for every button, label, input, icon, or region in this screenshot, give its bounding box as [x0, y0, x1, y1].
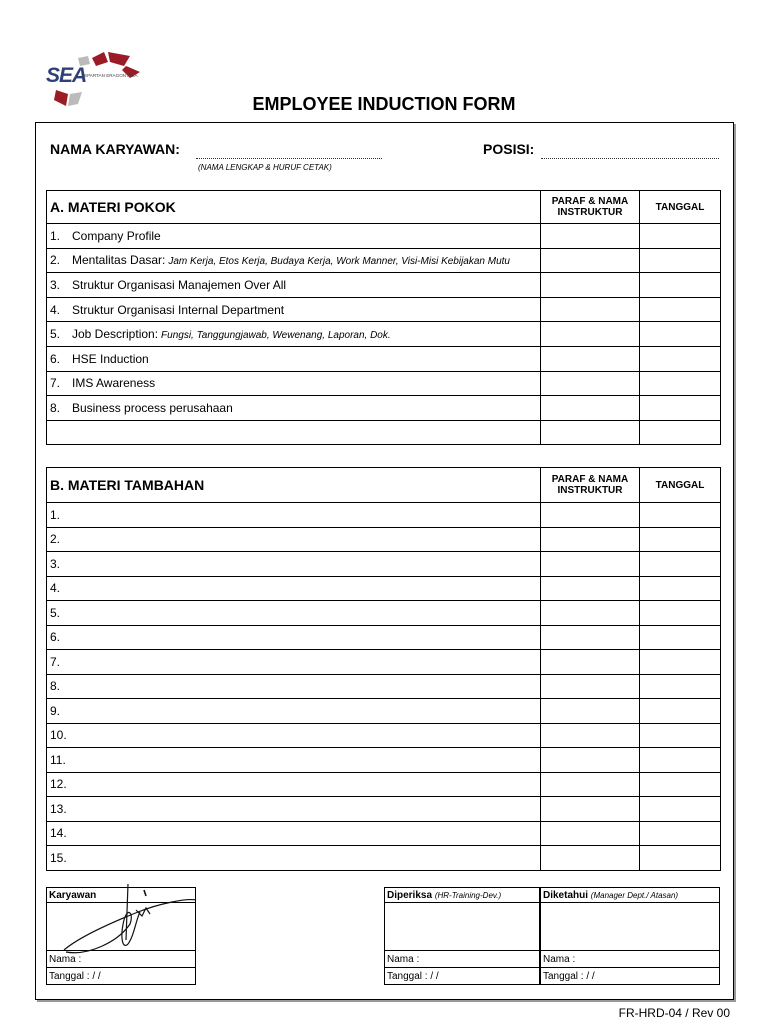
approved-by-title: Diketahui: [543, 889, 589, 901]
table-row: [47, 503, 721, 528]
table-row: [47, 723, 721, 748]
date-column-header: TANGGAL: [640, 468, 721, 503]
logo-subtitle: SPARTAN ERAGON ASIA: [84, 73, 138, 78]
table-row: [47, 846, 721, 871]
materi-cell[interactable]: [47, 527, 541, 552]
row-number: 14.: [50, 826, 67, 841]
row-number: 1.: [50, 507, 61, 522]
checked-by-title: Diperiksa: [387, 889, 433, 901]
materi-cell: [47, 297, 541, 322]
date-cell[interactable]: [640, 674, 721, 699]
instructor-cell[interactable]: [541, 650, 640, 675]
row-number: 13.: [50, 801, 67, 816]
approved-by-name[interactable]: Nama :: [541, 951, 720, 968]
materi-cell: [47, 224, 541, 249]
row-number: 7.: [50, 376, 61, 391]
instructor-cell[interactable]: [541, 576, 640, 601]
table-row: [47, 699, 721, 724]
date-cell[interactable]: [640, 322, 721, 347]
checked-by-date[interactable]: Tanggal : / /: [385, 968, 540, 985]
table-row: [47, 396, 721, 421]
row-number: 8.: [50, 400, 61, 415]
row-number: 12.: [50, 777, 67, 792]
date-column-header: TANGGAL: [640, 191, 721, 224]
table-row: [47, 625, 721, 650]
row-number: 2.: [50, 253, 61, 268]
materi-cell[interactable]: [47, 601, 541, 626]
materi-cell[interactable]: [47, 552, 541, 577]
materi-cell: [47, 322, 541, 347]
materi-cell: [47, 396, 541, 421]
materi-cell: [47, 371, 541, 396]
position-field[interactable]: [541, 158, 719, 159]
row-number: 5.: [50, 605, 61, 620]
date-cell[interactable]: [640, 797, 721, 822]
table-row: [47, 297, 721, 322]
approved-by-note: (Manager Dept./ Atasan): [590, 890, 679, 900]
date-cell[interactable]: [640, 248, 721, 273]
row-topic: Struktur Organisasi Manajemen Over All: [72, 277, 287, 292]
instructor-cell[interactable]: [541, 601, 640, 626]
row-topic: IMS Awareness: [72, 376, 156, 391]
section-a-title: A. MATERI POKOK: [47, 191, 541, 224]
date-cell[interactable]: [640, 772, 721, 797]
table-row: [47, 346, 721, 371]
table-row: [47, 420, 721, 444]
table-row: [47, 248, 721, 273]
date-cell[interactable]: [640, 723, 721, 748]
date-cell[interactable]: [640, 224, 721, 249]
date-cell[interactable]: [640, 273, 721, 298]
section-b-title: B. MATERI TAMBAHAN: [47, 468, 541, 503]
row-number: 1.: [50, 228, 61, 243]
table-row: [47, 650, 721, 675]
table-row: [47, 552, 721, 577]
row-number: 11.: [50, 752, 66, 767]
date-cell[interactable]: [640, 650, 721, 675]
materi-cell[interactable]: [47, 846, 541, 871]
instructor-cell[interactable]: [541, 552, 640, 577]
materi-cell[interactable]: [47, 748, 541, 773]
instructor-cell[interactable]: [541, 723, 640, 748]
row-topic: Job Description:: [72, 327, 159, 342]
instructor-cell[interactable]: [541, 346, 640, 371]
date-cell[interactable]: [640, 576, 721, 601]
date-cell[interactable]: [640, 821, 721, 846]
materi-cell: [47, 273, 541, 298]
position-label: POSISI:: [483, 141, 535, 157]
instructor-cell[interactable]: [541, 797, 640, 822]
checked-by-note: (HR-Training-Dev.): [434, 890, 502, 900]
date-cell[interactable]: [640, 503, 721, 528]
table-row: [47, 772, 721, 797]
date-cell[interactable]: [640, 846, 721, 871]
date-cell[interactable]: [640, 625, 721, 650]
materi-cell[interactable]: [47, 699, 541, 724]
table-row: [47, 371, 721, 396]
instructor-cell[interactable]: [541, 748, 640, 773]
instructor-cell[interactable]: [541, 625, 640, 650]
row-topic: Mentalitas Dasar:: [72, 253, 166, 268]
logo-wordmark: SEA: [46, 64, 87, 87]
materi-cell[interactable]: [47, 772, 541, 797]
table-row: [47, 797, 721, 822]
table-row: [47, 821, 721, 846]
instructor-cell[interactable]: [541, 821, 640, 846]
materi-cell: [47, 346, 541, 371]
date-cell[interactable]: [640, 601, 721, 626]
row-number: 8.: [50, 679, 61, 694]
instructor-cell[interactable]: [541, 396, 640, 421]
row-number: 9.: [50, 703, 61, 718]
table-row: [47, 576, 721, 601]
checked-by-box: [384, 887, 540, 985]
instructor-column-header: PARAF & NAMA INSTRUKTUR: [541, 468, 640, 503]
instructor-cell[interactable]: [541, 846, 640, 871]
row-topic: HSE Induction: [72, 351, 149, 366]
instructor-cell[interactable]: [541, 674, 640, 699]
employee-signature-date[interactable]: Tanggal : / /: [47, 968, 196, 985]
section-a-table: [46, 190, 721, 445]
instructor-cell[interactable]: [541, 772, 640, 797]
date-cell[interactable]: [640, 699, 721, 724]
materi-cell[interactable]: [47, 797, 541, 822]
materi-cell: [47, 248, 541, 273]
date-cell[interactable]: [640, 371, 721, 396]
row-topic: Struktur Organisasi Internal Department: [72, 302, 285, 317]
row-topic: Company Profile: [72, 228, 161, 243]
table-row: [47, 674, 721, 699]
row-number: 3.: [50, 556, 61, 571]
employee-signature-name[interactable]: Nama :: [47, 951, 196, 968]
table-row: [47, 322, 721, 347]
employee-name-label: NAMA KARYAWAN:: [50, 141, 180, 157]
approved-by-date[interactable]: Tanggal : / /: [541, 968, 720, 985]
date-cell[interactable]: [640, 420, 721, 444]
instructor-cell[interactable]: [541, 248, 640, 273]
table-row: [47, 527, 721, 552]
materi-cell[interactable]: [47, 576, 541, 601]
employee-name-field[interactable]: [196, 158, 382, 159]
row-number: 6.: [50, 630, 61, 645]
instructor-cell[interactable]: [541, 297, 640, 322]
materi-cell[interactable]: [47, 503, 541, 528]
row-number: 5.: [50, 327, 61, 342]
instructor-column-header: PARAF & NAMA INSTRUKTUR: [541, 191, 640, 224]
table-row: [47, 748, 721, 773]
instructor-cell[interactable]: [541, 699, 640, 724]
form-title: EMPLOYEE INDUCTION FORM: [252, 94, 516, 114]
instructor-cell[interactable]: [541, 224, 640, 249]
approved-by-signature-area[interactable]: [541, 903, 720, 951]
row-topic-detail: Jam Kerja, Etos Kerja, Budaya Kerja, Work Manner, Visi-Misi Kebijakan Mutu: [168, 256, 510, 268]
date-cell[interactable]: [640, 527, 721, 552]
row-number: 7.: [50, 654, 61, 669]
row-topic-detail: Fungsi, Tanggungjawab, Wewenang, Laporan, Dok.: [161, 330, 391, 342]
approved-by-box: [540, 887, 720, 985]
row-number: 4.: [50, 302, 61, 317]
date-cell[interactable]: [640, 396, 721, 421]
date-cell[interactable]: [640, 346, 721, 371]
row-topic: Business process perusahaan: [72, 400, 233, 415]
row-number: 6.: [50, 351, 61, 366]
checked-by-name[interactable]: Nama :: [385, 951, 540, 968]
row-number: 3.: [50, 277, 61, 292]
instructor-cell[interactable]: [541, 420, 640, 444]
form-code: FR-HRD-04 / Rev 00: [618, 1006, 730, 1020]
instructor-cell[interactable]: [541, 322, 640, 347]
checked-by-signature-area[interactable]: [385, 903, 540, 951]
materi-cell[interactable]: [47, 650, 541, 675]
instructor-cell[interactable]: [541, 503, 640, 528]
handwritten-signature: [58, 880, 198, 960]
employee-name-hint: (NAMA LENGKAP & HURUF CETAK): [198, 163, 332, 172]
employee-signature-title: Karyawan: [49, 889, 97, 901]
row-number: 10.: [50, 728, 67, 743]
date-cell[interactable]: [640, 552, 721, 577]
table-row: [47, 601, 721, 626]
materi-cell: [47, 420, 541, 444]
date-cell[interactable]: [640, 297, 721, 322]
materi-cell[interactable]: [47, 723, 541, 748]
materi-cell[interactable]: [47, 821, 541, 846]
instructor-cell[interactable]: [541, 527, 640, 552]
table-row: [47, 224, 721, 249]
date-cell[interactable]: [640, 748, 721, 773]
row-number: 15.: [50, 850, 67, 865]
section-b-table: [46, 467, 721, 871]
instructor-cell[interactable]: [541, 273, 640, 298]
materi-cell[interactable]: [47, 625, 541, 650]
instructor-cell[interactable]: [541, 371, 640, 396]
row-number: 4.: [50, 581, 61, 596]
materi-cell[interactable]: [47, 674, 541, 699]
table-row: [47, 273, 721, 298]
row-number: 2.: [50, 532, 61, 547]
